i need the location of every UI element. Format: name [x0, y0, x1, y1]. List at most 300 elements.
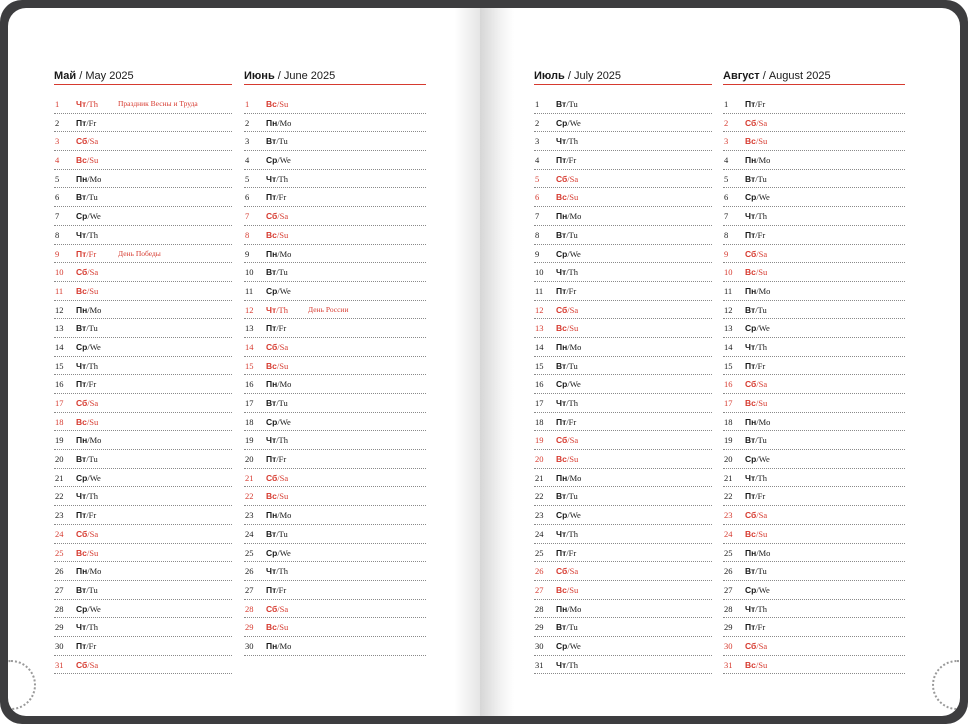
- holiday-note: Праздник Весны и Труда: [118, 99, 198, 108]
- day-row: [54, 226, 232, 245]
- day-number: 5: [535, 173, 540, 184]
- day-number: 2: [535, 117, 540, 128]
- weekday-ru: Вт: [745, 173, 756, 184]
- weekday-separator: /: [277, 603, 280, 614]
- weekday: [266, 604, 288, 614]
- weekday-separator: /: [277, 547, 280, 558]
- weekday: [745, 211, 767, 221]
- weekday: [556, 604, 581, 614]
- weekday: [266, 529, 288, 539]
- day-row: [54, 394, 232, 413]
- day-number: 31: [535, 659, 544, 670]
- weekday-separator: /: [567, 435, 570, 446]
- weekday: [266, 379, 291, 389]
- day-row: [723, 600, 905, 619]
- corner-stitch-decoration: [932, 660, 960, 710]
- day-number: 9: [724, 248, 729, 259]
- weekday: [745, 342, 767, 352]
- day-row: [534, 600, 712, 619]
- weekday-ru: Чт: [76, 99, 87, 109]
- weekday-separator: /: [567, 211, 570, 222]
- weekday: [556, 622, 578, 632]
- weekday-en: Su: [89, 285, 99, 296]
- weekday-separator: /: [755, 398, 759, 408]
- weekday-en: Sa: [569, 304, 579, 315]
- day-row: [723, 487, 905, 506]
- weekday-ru: Вт: [745, 304, 756, 315]
- day-row: [723, 114, 905, 133]
- weekday-en: Mo: [279, 248, 292, 259]
- day-number: 7: [724, 211, 729, 222]
- weekday-ru: Вс: [76, 416, 87, 427]
- day-row: [723, 581, 905, 600]
- weekday-en: We: [758, 454, 770, 465]
- day-number: 17: [55, 398, 64, 408]
- weekday-ru: Чт: [266, 566, 277, 577]
- weekday: [556, 417, 576, 427]
- weekday-separator: /: [87, 435, 90, 446]
- day-row: [54, 656, 232, 675]
- day-number: 4: [55, 155, 60, 166]
- weekday-ru: Пт: [76, 379, 87, 390]
- weekday: [76, 136, 98, 146]
- weekday-ru: Вт: [76, 192, 87, 203]
- day-row: [244, 132, 426, 151]
- day-number: 5: [724, 173, 729, 184]
- weekday-ru: Вт: [745, 566, 756, 577]
- weekday-separator: /: [87, 659, 90, 670]
- month-name-ru: Июнь: [244, 70, 275, 82]
- weekday-separator: /: [755, 229, 758, 240]
- weekday-separator: /: [86, 547, 90, 558]
- weekday-en: Su: [569, 584, 579, 595]
- day-number: 17: [245, 398, 254, 408]
- day-number: 12: [535, 304, 544, 315]
- weekday: [556, 435, 578, 445]
- day-row: [244, 394, 426, 413]
- weekday-separator: /: [87, 566, 90, 577]
- weekday: [76, 211, 101, 221]
- day-row: [54, 562, 232, 581]
- weekday-ru: Пн: [556, 603, 568, 614]
- weekday-separator: /: [86, 491, 89, 502]
- weekday-ru: Пн: [745, 416, 757, 427]
- weekday-en: Fr: [757, 99, 766, 109]
- weekday: [556, 454, 578, 464]
- weekday-ru: Пт: [745, 360, 756, 371]
- day-number: 14: [245, 341, 254, 352]
- weekday: [76, 417, 98, 427]
- weekday-separator: /: [567, 304, 570, 315]
- day-number: 18: [535, 416, 544, 427]
- weekday-en: Tu: [568, 491, 578, 502]
- day-row: [534, 357, 712, 376]
- weekday-en: Fr: [88, 117, 97, 128]
- day-row: [54, 431, 232, 450]
- day-row: [723, 562, 905, 581]
- day-number: 20: [535, 454, 544, 465]
- weekday-en: Mo: [569, 341, 582, 352]
- weekday-en: Su: [758, 528, 768, 539]
- weekday-en: Sa: [89, 398, 99, 408]
- day-row: [54, 301, 232, 320]
- day-row: [244, 357, 426, 376]
- weekday-en: Tu: [278, 528, 288, 539]
- weekday-ru: Пн: [76, 566, 88, 577]
- day-number: 6: [535, 192, 540, 203]
- weekday-ru: Чт: [556, 398, 567, 408]
- day-row: [723, 544, 905, 563]
- weekday: [745, 136, 767, 146]
- weekday: [745, 435, 767, 445]
- right-page: [480, 8, 960, 716]
- weekday-separator: /: [86, 285, 90, 296]
- weekday-separator: /: [567, 566, 570, 577]
- day-row: [54, 637, 232, 656]
- day-row: [534, 450, 712, 469]
- day-row: [723, 282, 905, 301]
- day-row: [534, 394, 712, 413]
- weekday: [76, 267, 98, 277]
- weekday: [745, 398, 767, 408]
- weekday-separator: /: [566, 659, 569, 670]
- weekday: [76, 99, 98, 109]
- weekday-ru: Пт: [266, 454, 277, 465]
- day-number: 6: [55, 192, 60, 203]
- day-number: 1: [55, 99, 60, 109]
- day-row: [534, 282, 712, 301]
- weekday: [76, 529, 98, 539]
- weekday-ru: Сб: [76, 659, 88, 670]
- weekday-ru: Ср: [556, 510, 568, 521]
- weekday-ru: Ср: [745, 454, 757, 465]
- day-row: [54, 170, 232, 189]
- day-number: 15: [535, 360, 544, 371]
- day-number: 9: [535, 248, 540, 259]
- corner-stitch-decoration: [8, 660, 36, 710]
- weekday-separator: /: [276, 99, 280, 109]
- weekday-ru: Вс: [556, 454, 567, 465]
- day-row: [54, 132, 232, 151]
- day-number: 19: [724, 435, 733, 446]
- day-row: [244, 245, 426, 264]
- day-number: 4: [535, 155, 540, 166]
- weekday: [745, 267, 767, 277]
- weekday-ru: Сб: [745, 248, 757, 259]
- weekday-separator: /: [86, 360, 89, 371]
- weekday-ru: Чт: [556, 659, 567, 670]
- weekday: [76, 305, 101, 315]
- day-number: 21: [245, 472, 254, 483]
- weekday-en: Fr: [757, 622, 766, 633]
- weekday: [76, 660, 98, 670]
- day-number: 22: [724, 491, 733, 502]
- weekday: [556, 379, 581, 389]
- weekday-en: Su: [758, 398, 768, 408]
- day-number: 11: [535, 285, 544, 296]
- weekday-en: Sa: [89, 659, 99, 670]
- day-row: [54, 375, 232, 394]
- weekday: [556, 249, 581, 259]
- day-number: 30: [55, 640, 64, 651]
- weekday-separator: /: [566, 584, 570, 595]
- weekday: [76, 230, 98, 240]
- weekday: [76, 473, 101, 483]
- day-number: 27: [535, 584, 544, 595]
- day-row: [244, 95, 426, 114]
- weekday-separator: /: [276, 267, 279, 278]
- weekday: [266, 192, 286, 202]
- day-row: [534, 263, 712, 282]
- weekday-ru: Чт: [76, 622, 87, 633]
- weekday: [76, 548, 98, 558]
- weekday: [266, 174, 288, 184]
- day-row: [54, 338, 232, 357]
- day-row: [723, 375, 905, 394]
- weekday-separator: /: [756, 379, 759, 390]
- weekday-ru: Чт: [266, 435, 277, 446]
- day-number: 29: [55, 622, 64, 633]
- weekday-separator: /: [566, 416, 569, 427]
- day-row: [54, 413, 232, 432]
- weekday-separator: /: [87, 472, 90, 483]
- day-number: 14: [724, 341, 733, 352]
- weekday-ru: Вс: [76, 155, 87, 166]
- day-number: 4: [245, 155, 250, 166]
- weekday-separator: /: [756, 510, 759, 521]
- weekday-ru: Вс: [76, 285, 87, 296]
- weekday-en: We: [569, 379, 581, 390]
- weekday: [76, 566, 101, 576]
- day-number: 16: [535, 379, 544, 390]
- weekday-separator: /: [756, 285, 759, 296]
- day-number: 20: [245, 454, 254, 465]
- weekday-ru: Сб: [266, 341, 278, 352]
- weekday: [556, 548, 576, 558]
- weekday-separator: /: [566, 99, 569, 109]
- weekday-en: Su: [569, 454, 579, 465]
- day-number: 23: [724, 510, 733, 521]
- day-number: 15: [724, 360, 733, 371]
- day-row: [244, 637, 426, 656]
- weekday-en: Mo: [279, 640, 292, 651]
- day-row: [723, 245, 905, 264]
- weekday: [266, 566, 288, 576]
- day-number: 24: [55, 528, 64, 539]
- weekday-separator: /: [567, 603, 570, 614]
- weekday-separator: /: [756, 192, 759, 203]
- weekday-ru: Ср: [266, 155, 278, 166]
- day-row: [534, 338, 712, 357]
- day-number: 23: [245, 510, 254, 521]
- weekday-en: Th: [568, 267, 578, 278]
- weekday-ru: Пт: [266, 192, 277, 203]
- month-header: [723, 69, 905, 85]
- day-number: 2: [55, 117, 60, 128]
- weekday-separator: /: [86, 229, 89, 240]
- day-number: 27: [724, 584, 733, 595]
- gutter-shadow: [454, 8, 480, 716]
- weekday: [266, 510, 291, 520]
- day-row: [534, 132, 712, 151]
- weekday-separator: /: [276, 136, 279, 147]
- day-number: 10: [535, 267, 544, 278]
- day-number: 16: [55, 379, 64, 390]
- day-number: 14: [55, 341, 64, 352]
- weekday-ru: Ср: [266, 416, 278, 427]
- weekday-ru: Пн: [556, 472, 568, 483]
- weekday-en: Mo: [569, 603, 582, 614]
- weekday-separator: /: [566, 528, 569, 539]
- weekday-separator: /: [567, 341, 570, 352]
- weekday-separator: /: [87, 341, 90, 352]
- day-row: [534, 562, 712, 581]
- day-row: [534, 114, 712, 133]
- month-name-ru: Май: [54, 70, 77, 82]
- weekday-separator: /: [277, 472, 280, 483]
- day-number: 1: [535, 99, 540, 109]
- day-row: [723, 319, 905, 338]
- day-list: [54, 95, 232, 674]
- weekday-separator: /: [87, 136, 90, 147]
- weekday-separator: /: [567, 117, 570, 128]
- day-number: 14: [535, 341, 544, 352]
- weekday-en: Tu: [88, 584, 98, 595]
- weekday-separator: /: [756, 416, 759, 427]
- day-row: [723, 207, 905, 226]
- day-number: 6: [245, 192, 250, 203]
- weekday-ru: Чт: [76, 360, 87, 371]
- weekday-separator: /: [756, 323, 759, 334]
- weekday-separator: /: [566, 229, 569, 240]
- weekday-separator: /: [566, 547, 569, 558]
- day-number: 23: [55, 510, 64, 521]
- weekday-en: Fr: [568, 285, 577, 296]
- weekday-separator: /: [276, 454, 279, 465]
- day-number: 2: [245, 117, 250, 128]
- day-number: 24: [724, 528, 733, 539]
- day-row: [54, 282, 232, 301]
- day-row: [54, 450, 232, 469]
- day-row: [54, 95, 232, 114]
- weekday-ru: Сб: [76, 528, 88, 539]
- day-row: [723, 431, 905, 450]
- weekday: [266, 417, 291, 427]
- weekday-en: We: [89, 603, 101, 614]
- weekday-en: Fr: [88, 640, 97, 651]
- weekday-en: Mo: [89, 566, 102, 577]
- day-row: [244, 319, 426, 338]
- weekday: [76, 342, 101, 352]
- weekday-ru: Ср: [556, 248, 568, 259]
- weekday-separator: /: [86, 323, 89, 334]
- weekday: [76, 174, 101, 184]
- weekday: [76, 454, 98, 464]
- day-row: [723, 226, 905, 245]
- day-row: [723, 506, 905, 525]
- day-row: [723, 394, 905, 413]
- weekday-separator: /: [755, 435, 758, 446]
- weekday-ru: Пт: [76, 510, 87, 521]
- weekday-separator: /: [276, 173, 279, 184]
- weekday-en: Mo: [569, 211, 582, 222]
- day-row: [244, 170, 426, 189]
- weekday: [556, 192, 578, 202]
- weekday-ru: Пт: [556, 547, 567, 558]
- weekday-ru: Пн: [76, 304, 88, 315]
- weekday-ru: Сб: [266, 603, 278, 614]
- weekday-en: Th: [757, 603, 767, 614]
- weekday: [556, 342, 581, 352]
- day-row: [723, 338, 905, 357]
- weekday: [556, 305, 578, 315]
- month-name-ru: Август: [723, 70, 760, 82]
- weekday-en: Mo: [569, 472, 582, 483]
- weekday-separator: /: [86, 622, 89, 633]
- day-row: [244, 151, 426, 170]
- day-row: [54, 487, 232, 506]
- weekday: [745, 99, 765, 109]
- month-name-en: July 2025: [573, 70, 622, 82]
- weekday-ru: Пн: [745, 155, 757, 166]
- weekday: [76, 604, 101, 614]
- weekday-separator: /: [755, 491, 758, 502]
- weekday-ru: Чт: [556, 528, 567, 539]
- weekday: [266, 323, 286, 333]
- day-number: 10: [55, 267, 64, 278]
- weekday-ru: Вс: [556, 584, 567, 595]
- weekday-en: We: [279, 285, 291, 296]
- weekday-ru: Чт: [266, 304, 277, 315]
- weekday-en: Mo: [758, 547, 771, 558]
- month-column-july: [534, 69, 712, 674]
- weekday: [266, 211, 288, 221]
- day-row: [54, 525, 232, 544]
- day-number: 21: [535, 472, 544, 483]
- day-row: [54, 618, 232, 637]
- day-number: 29: [245, 622, 254, 633]
- weekday-en: Mo: [279, 379, 292, 390]
- weekday-separator: /: [756, 155, 759, 166]
- weekday: [745, 454, 770, 464]
- weekday-en: Fr: [757, 229, 766, 240]
- weekday-en: Th: [278, 435, 288, 446]
- weekday-en: Tu: [568, 622, 578, 633]
- weekday-separator: /: [566, 285, 569, 296]
- weekday-ru: Вт: [76, 584, 87, 595]
- weekday: [745, 379, 767, 389]
- day-number: 26: [724, 566, 733, 577]
- weekday: [745, 174, 767, 184]
- weekday-ru: Сб: [266, 472, 278, 483]
- weekday-separator: /: [756, 248, 759, 259]
- weekday-en: Sa: [758, 510, 768, 521]
- day-row: [534, 469, 712, 488]
- weekday-separator: /: [755, 267, 759, 278]
- weekday-ru: Пт: [556, 155, 567, 166]
- weekday: [745, 585, 770, 595]
- weekday-ru: Вт: [556, 99, 567, 109]
- weekday-ru: Сб: [745, 510, 757, 521]
- weekday-ru: Пн: [556, 211, 568, 222]
- day-row: [54, 357, 232, 376]
- weekday: [745, 417, 770, 427]
- weekday-en: Th: [568, 136, 578, 147]
- weekday-ru: Чт: [266, 173, 277, 184]
- day-number: 22: [55, 491, 64, 502]
- weekday-separator: /: [277, 117, 280, 128]
- day-number: 16: [245, 379, 254, 390]
